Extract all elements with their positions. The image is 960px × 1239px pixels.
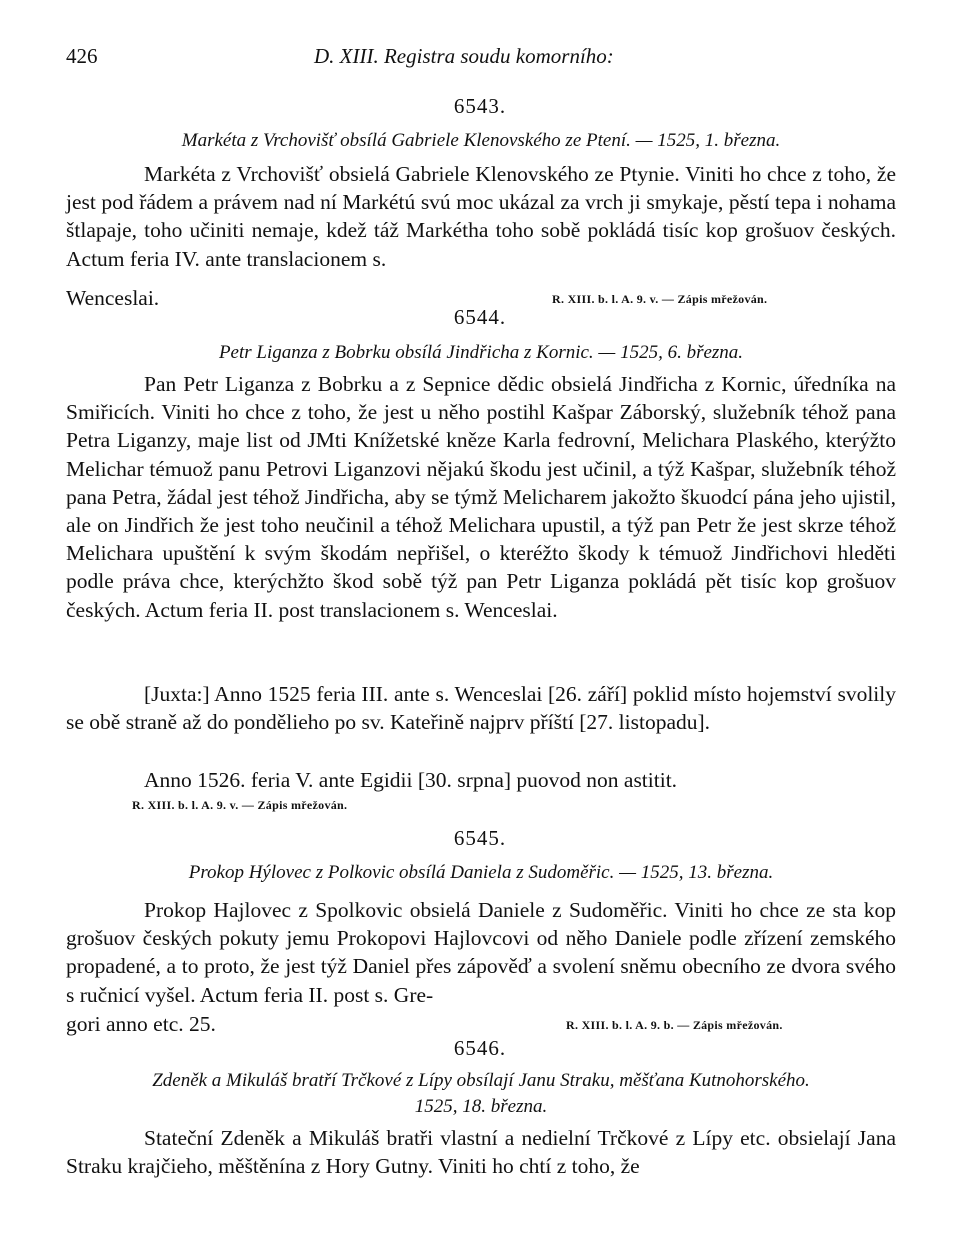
entry-last-line-6543: Wenceslai. [66,286,160,310]
entry-heading-6545: Prokop Hýlovec z Polkovic obsílá Daniela z Sudoměřic. — 1525, 13. března. [188,862,774,883]
entry-heading-6546-line2: 1525, 18. března. [414,1096,548,1117]
entry-number-6546: 6546. [453,1036,507,1060]
entry-text-6544: Pan Petr Liganza z Bobrku a z Sepnice dědic obsielá Jindřicha z Kornic, úředníka na Smiřicích. Viniti ho chce z toho, že jest u něho postihl Kašpar Záborský, služebník téhož pana Petra Liganzy, maje list od JMti Knížetské kněze Karla fedrovní, Melichara Plaského, kterýžto Melichar témuož panu Petrovi Liganzovi nějakú škodu jest učinil, a týž Kašpar, služebník téhož pana Petra, žádal jest téhož Jindřicha, aby se týmž Melicharem jakožto škuodcí pána jeho ujistil, ale on Jindřich že jest toho neučinil a téhož Melichara upustil, a týž pan Petr že jest skrze téhož Melichara upuštění k svým škodám nepřišel, o kteréžto škody k témuož Jindřichovi hleděti podle práva chce, kterýchžto škod sobě týž pan Petr Liganza pokládá pět tisíc kop grošuov českých. Actum feria II. post translacionem s. Wenceslai. [66,372,896,622]
entry-number-6544: 6544. [453,305,507,329]
source-ref-6543: R. XIII. b. l. A. 9. v. — Zápis mřežován. [552,292,768,306]
entry-last-line-6545: gori anno etc. 25. [66,1012,216,1036]
entry-text-6546: Stateční Zdeněk a Mikuláš bratři vlastní a nedielní Trčkové z Lípy etc. obsielají Jana Straku krajčieho, měštěnína z Hory Gutny. Viniti ho chtí z toho, že [66,1126,896,1179]
page-header [66,44,896,74]
source-ref-6545: R. XIII. b. l. A. 9. b. — Zápis mřežován. [566,1018,783,1032]
page-number: 426 [66,44,98,68]
entry-text-6545: Prokop Hajlovec z Spolkovic obsielá Daniele z Sudoměřic. Viniti ho chce ze sta kop grošuov českých pokuty jemu Prokopovi Hajlovcovi od něho Daniele podle zřízení zemského propadené, a to proto, že jest týž Daniel přes zápověď a svolení sněmu obecního ze dvora svého s ručnicí vyšel. Actum feria II. post s. Gre- [66,898,896,1007]
entry-heading-6543: Markéta z Vrchovišť obsílá Gabriele Klenovského ze Ptení. — 1525, 1. března. [181,130,781,151]
entry-heading-6546-line1: Zdeněk a Mikuláš bratří Trčkové z Lípy obsílají Janu Straku, měšťana Kutnohorského. [152,1070,810,1091]
entry-anno-6544: Anno 1526. feria V. ante Egidii [30. srpna] puovod non astitit. [144,768,678,792]
entry-number-6543: 6543. [453,94,507,118]
running-title: D. XIII. Registra soudu komorního: [314,44,614,68]
entry-text-6543: Markéta z Vrchovišť obsielá Gabriele Klenovského ze Ptynie. Viniti ho chce z toho, že jest pod řádem a právem nad ní Markétú svú moc ukázal za vrch ji smykaje, pěstí tepa i nohama štlapaje, toho učiniti nemaje, kdež táž Markétha toho sobě pokládá tisíc kop grošuov českých. Actum feria IV. ante translacionem s. [66,162,896,271]
entry-juxta-6544: [Juxta:] Anno 1525 feria III. ante s. Wenceslai [26. září] poklid místo hojemství svolily se obě straně až do pondělieho po sv. Kateřině najprv příští [27. listopadu]. [66,682,896,735]
entry-heading-6544: Petr Liganza z Bobrku obsílá Jindřicha z Kornic. — 1525, 6. března. [218,342,744,363]
entry-number-6545: 6545. [453,826,507,850]
source-ref-6544: R. XIII. b. l. A. 9. v. — Zápis mřežován. [132,798,348,812]
